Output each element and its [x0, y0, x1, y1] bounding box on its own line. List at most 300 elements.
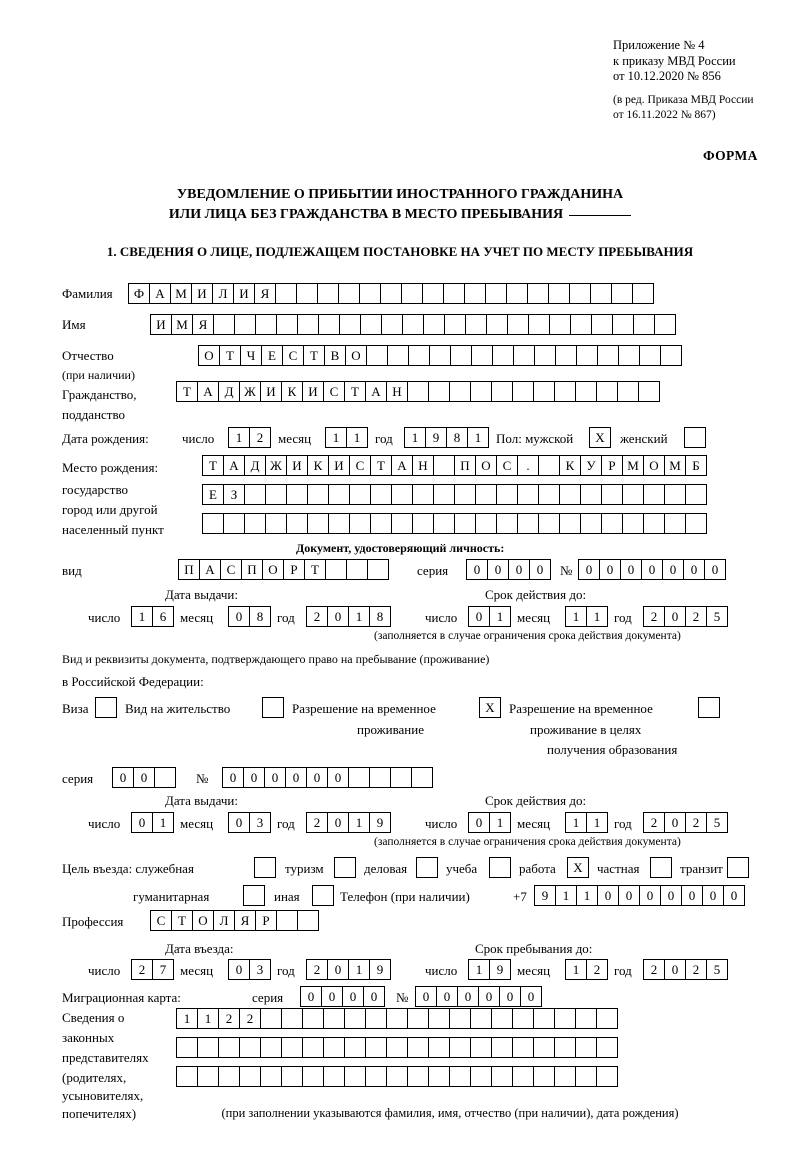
- char-box[interactable]: 2: [643, 812, 665, 833]
- mc-series-boxes[interactable]: [300, 986, 384, 1007]
- char-box[interactable]: [286, 484, 308, 505]
- char-box[interactable]: М: [171, 314, 193, 335]
- char-box[interactable]: 0: [415, 986, 437, 1007]
- char-box[interactable]: А: [149, 283, 171, 304]
- char-box[interactable]: [638, 381, 660, 402]
- char-box[interactable]: 0: [228, 959, 250, 980]
- char-box[interactable]: [596, 1008, 618, 1029]
- char-box[interactable]: [580, 513, 602, 534]
- char-box[interactable]: [422, 283, 444, 304]
- char-box[interactable]: [297, 910, 319, 931]
- char-box[interactable]: [296, 283, 318, 304]
- char-box[interactable]: 2: [643, 606, 665, 627]
- char-box[interactable]: 1: [228, 427, 250, 448]
- char-box[interactable]: [444, 314, 466, 335]
- char-box[interactable]: 2: [218, 1008, 240, 1029]
- char-box[interactable]: Ж: [265, 455, 287, 476]
- char-box[interactable]: 0: [321, 986, 343, 1007]
- char-box[interactable]: [554, 1008, 576, 1029]
- char-box[interactable]: О: [192, 910, 214, 931]
- char-box[interactable]: [591, 314, 613, 335]
- char-box[interactable]: 0: [620, 559, 642, 580]
- char-box[interactable]: 0: [597, 885, 619, 906]
- temp-residence-checkbox[interactable]: X: [479, 697, 501, 718]
- char-box[interactable]: Р: [283, 559, 305, 580]
- char-box[interactable]: [325, 559, 347, 580]
- char-box[interactable]: 0: [306, 767, 328, 788]
- profession-boxes[interactable]: [150, 910, 318, 931]
- char-box[interactable]: 0: [342, 986, 364, 1007]
- char-box[interactable]: [454, 484, 476, 505]
- doc-series-boxes[interactable]: [466, 559, 550, 580]
- char-box[interactable]: [223, 513, 245, 534]
- sex-female-checkbox[interactable]: [684, 427, 706, 448]
- char-box[interactable]: [381, 314, 403, 335]
- permit-valid-day-boxes[interactable]: [468, 812, 510, 833]
- char-box[interactable]: [475, 484, 497, 505]
- char-box[interactable]: Т: [202, 455, 224, 476]
- char-box[interactable]: [370, 484, 392, 505]
- char-box[interactable]: 1: [348, 812, 370, 833]
- char-box[interactable]: [454, 513, 476, 534]
- char-box[interactable]: [548, 283, 570, 304]
- citizenship-boxes[interactable]: [176, 381, 659, 402]
- char-box[interactable]: С: [323, 381, 345, 402]
- char-box[interactable]: 0: [529, 559, 551, 580]
- char-box[interactable]: С: [349, 455, 371, 476]
- char-box[interactable]: 6: [152, 606, 174, 627]
- char-box[interactable]: [575, 1037, 597, 1058]
- char-box[interactable]: [449, 381, 471, 402]
- purpose-transit-checkbox[interactable]: [727, 857, 749, 878]
- char-box[interactable]: 8: [249, 606, 271, 627]
- char-box[interactable]: 0: [723, 885, 745, 906]
- char-box[interactable]: Н: [412, 455, 434, 476]
- char-box[interactable]: 1: [176, 1008, 198, 1029]
- visa-checkbox[interactable]: [95, 697, 117, 718]
- char-box[interactable]: 9: [489, 959, 511, 980]
- char-box[interactable]: [244, 484, 266, 505]
- char-box[interactable]: [255, 314, 277, 335]
- char-box[interactable]: [491, 1037, 513, 1058]
- char-box[interactable]: И: [302, 381, 324, 402]
- char-box[interactable]: 0: [520, 986, 542, 1007]
- char-box[interactable]: [554, 381, 576, 402]
- stay-day-boxes[interactable]: [468, 959, 510, 980]
- char-box[interactable]: 0: [664, 606, 686, 627]
- char-box[interactable]: 5: [706, 606, 728, 627]
- char-box[interactable]: 0: [664, 959, 686, 980]
- char-box[interactable]: 1: [576, 885, 598, 906]
- char-box[interactable]: [391, 513, 413, 534]
- char-box[interactable]: [260, 1066, 282, 1087]
- char-box[interactable]: [622, 513, 644, 534]
- char-box[interactable]: [575, 1008, 597, 1029]
- char-box[interactable]: И: [328, 455, 350, 476]
- char-box[interactable]: [386, 1066, 408, 1087]
- purpose-other-checkbox[interactable]: [312, 885, 334, 906]
- char-box[interactable]: [622, 484, 644, 505]
- char-box[interactable]: 0: [228, 812, 250, 833]
- doc-issue-year-boxes[interactable]: [306, 606, 390, 627]
- char-box[interactable]: [449, 1008, 471, 1029]
- char-box[interactable]: 9: [369, 959, 391, 980]
- birth-place-row-2[interactable]: [202, 484, 706, 505]
- char-box[interactable]: 0: [704, 559, 726, 580]
- char-box[interactable]: [344, 1008, 366, 1029]
- char-box[interactable]: [475, 513, 497, 534]
- char-box[interactable]: А: [223, 455, 245, 476]
- char-box[interactable]: М: [664, 455, 686, 476]
- char-box[interactable]: 0: [112, 767, 134, 788]
- char-box[interactable]: [244, 513, 266, 534]
- char-box[interactable]: 2: [239, 1008, 261, 1029]
- char-box[interactable]: [176, 1066, 198, 1087]
- char-box[interactable]: [443, 283, 465, 304]
- char-box[interactable]: [554, 1066, 576, 1087]
- char-box[interactable]: О: [198, 345, 220, 366]
- char-box[interactable]: 0: [660, 885, 682, 906]
- char-box[interactable]: [611, 283, 633, 304]
- char-box[interactable]: Л: [212, 283, 234, 304]
- char-box[interactable]: [317, 283, 339, 304]
- char-box[interactable]: [470, 1008, 492, 1029]
- char-box[interactable]: 1: [325, 427, 347, 448]
- char-box[interactable]: [664, 484, 686, 505]
- char-box[interactable]: [428, 1008, 450, 1029]
- char-box[interactable]: [366, 345, 388, 366]
- char-box[interactable]: 1: [565, 812, 587, 833]
- char-box[interactable]: 0: [639, 885, 661, 906]
- char-box[interactable]: П: [241, 559, 263, 580]
- char-box[interactable]: Т: [370, 455, 392, 476]
- char-box[interactable]: 0: [599, 559, 621, 580]
- char-box[interactable]: Е: [202, 484, 224, 505]
- char-box[interactable]: [401, 283, 423, 304]
- purpose-private-checkbox[interactable]: [650, 857, 672, 878]
- char-box[interactable]: [528, 314, 550, 335]
- char-box[interactable]: 1: [565, 606, 587, 627]
- char-box[interactable]: [328, 513, 350, 534]
- char-box[interactable]: [367, 559, 389, 580]
- surname-boxes[interactable]: [128, 283, 653, 304]
- name-boxes[interactable]: [150, 314, 675, 335]
- char-box[interactable]: Д: [244, 455, 266, 476]
- char-box[interactable]: [618, 345, 640, 366]
- char-box[interactable]: [685, 484, 707, 505]
- char-box[interactable]: И: [233, 283, 255, 304]
- char-box[interactable]: [412, 513, 434, 534]
- legal-rep-row-3[interactable]: [176, 1066, 617, 1087]
- char-box[interactable]: [154, 767, 176, 788]
- permit-number-boxes[interactable]: [222, 767, 432, 788]
- char-box[interactable]: [197, 1066, 219, 1087]
- char-box[interactable]: [386, 1037, 408, 1058]
- char-box[interactable]: [486, 314, 508, 335]
- char-box[interactable]: К: [559, 455, 581, 476]
- char-box[interactable]: 1: [489, 812, 511, 833]
- char-box[interactable]: О: [475, 455, 497, 476]
- char-box[interactable]: [485, 283, 507, 304]
- char-box[interactable]: С: [150, 910, 172, 931]
- char-box[interactable]: [538, 513, 560, 534]
- char-box[interactable]: [470, 1037, 492, 1058]
- char-box[interactable]: [213, 314, 235, 335]
- char-box[interactable]: О: [262, 559, 284, 580]
- char-box[interactable]: О: [643, 455, 665, 476]
- char-box[interactable]: [302, 1066, 324, 1087]
- char-box[interactable]: 1: [346, 427, 368, 448]
- char-box[interactable]: [559, 513, 581, 534]
- char-box[interactable]: [281, 1066, 303, 1087]
- char-box[interactable]: [390, 767, 412, 788]
- char-box[interactable]: [391, 484, 413, 505]
- char-box[interactable]: 0: [702, 885, 724, 906]
- char-box[interactable]: 2: [306, 606, 328, 627]
- char-box[interactable]: [265, 513, 287, 534]
- char-box[interactable]: [465, 314, 487, 335]
- doc-number-boxes[interactable]: [578, 559, 725, 580]
- char-box[interactable]: [517, 484, 539, 505]
- char-box[interactable]: [428, 1037, 450, 1058]
- char-box[interactable]: [302, 1037, 324, 1058]
- char-box[interactable]: [471, 345, 493, 366]
- char-box[interactable]: [632, 283, 654, 304]
- char-box[interactable]: Р: [601, 455, 623, 476]
- char-box[interactable]: 3: [249, 812, 271, 833]
- char-box[interactable]: [412, 484, 434, 505]
- char-box[interactable]: Я: [254, 283, 276, 304]
- char-box[interactable]: [512, 1008, 534, 1029]
- char-box[interactable]: 0: [222, 767, 244, 788]
- stay-month-boxes[interactable]: [565, 959, 607, 980]
- char-box[interactable]: [370, 513, 392, 534]
- char-box[interactable]: [349, 484, 371, 505]
- char-box[interactable]: [549, 314, 571, 335]
- char-box[interactable]: 2: [306, 959, 328, 980]
- char-box[interactable]: [433, 455, 455, 476]
- char-box[interactable]: 0: [466, 559, 488, 580]
- char-box[interactable]: Е: [261, 345, 283, 366]
- char-box[interactable]: 2: [643, 959, 665, 980]
- purpose-service-checkbox[interactable]: [254, 857, 276, 878]
- char-box[interactable]: [176, 1037, 198, 1058]
- char-box[interactable]: 1: [586, 812, 608, 833]
- char-box[interactable]: З: [223, 484, 245, 505]
- char-box[interactable]: 0: [664, 812, 686, 833]
- char-box[interactable]: [302, 1008, 324, 1029]
- char-box[interactable]: [286, 513, 308, 534]
- char-box[interactable]: [369, 767, 391, 788]
- char-box[interactable]: 9: [369, 812, 391, 833]
- stay-year-boxes[interactable]: [643, 959, 727, 980]
- char-box[interactable]: [601, 484, 623, 505]
- char-box[interactable]: [433, 513, 455, 534]
- char-box[interactable]: [429, 345, 451, 366]
- char-box[interactable]: [534, 345, 556, 366]
- char-box[interactable]: 8: [369, 606, 391, 627]
- char-box[interactable]: 0: [300, 986, 322, 1007]
- char-box[interactable]: 2: [586, 959, 608, 980]
- char-box[interactable]: Ф: [128, 283, 150, 304]
- char-box[interactable]: [580, 484, 602, 505]
- char-box[interactable]: [450, 345, 472, 366]
- char-box[interactable]: 0: [436, 986, 458, 1007]
- char-box[interactable]: 0: [327, 959, 349, 980]
- char-box[interactable]: [318, 314, 340, 335]
- birth-year-boxes[interactable]: [404, 427, 488, 448]
- char-box[interactable]: [328, 484, 350, 505]
- char-box[interactable]: [492, 345, 514, 366]
- char-box[interactable]: [569, 283, 591, 304]
- char-box[interactable]: [407, 1008, 429, 1029]
- char-box[interactable]: 0: [508, 559, 530, 580]
- char-box[interactable]: Ч: [240, 345, 262, 366]
- char-box[interactable]: [323, 1066, 345, 1087]
- char-box[interactable]: С: [496, 455, 518, 476]
- char-box[interactable]: [276, 910, 298, 931]
- char-box[interactable]: 0: [468, 606, 490, 627]
- purpose-business-checkbox[interactable]: [416, 857, 438, 878]
- char-box[interactable]: И: [150, 314, 172, 335]
- char-box[interactable]: 7: [152, 959, 174, 980]
- char-box[interactable]: [491, 381, 513, 402]
- permit-valid-month-boxes[interactable]: [565, 812, 607, 833]
- char-box[interactable]: [433, 484, 455, 505]
- char-box[interactable]: [576, 345, 598, 366]
- char-box[interactable]: [496, 513, 518, 534]
- char-box[interactable]: [538, 455, 560, 476]
- char-box[interactable]: [596, 1037, 618, 1058]
- char-box[interactable]: [344, 1037, 366, 1058]
- char-box[interactable]: [344, 1066, 366, 1087]
- char-box[interactable]: 0: [264, 767, 286, 788]
- char-box[interactable]: [643, 484, 665, 505]
- char-box[interactable]: [423, 314, 445, 335]
- char-box[interactable]: [407, 1037, 429, 1058]
- char-box[interactable]: [507, 314, 529, 335]
- char-box[interactable]: Д: [218, 381, 240, 402]
- char-box[interactable]: [323, 1037, 345, 1058]
- char-box[interactable]: 0: [243, 767, 265, 788]
- char-box[interactable]: 0: [499, 986, 521, 1007]
- doc-kind-boxes[interactable]: [178, 559, 388, 580]
- char-box[interactable]: 8: [446, 427, 468, 448]
- char-box[interactable]: Н: [386, 381, 408, 402]
- char-box[interactable]: [307, 484, 329, 505]
- char-box[interactable]: 1: [468, 959, 490, 980]
- char-box[interactable]: Б: [685, 455, 707, 476]
- char-box[interactable]: 0: [683, 559, 705, 580]
- char-box[interactable]: [407, 381, 429, 402]
- char-box[interactable]: Л: [213, 910, 235, 931]
- char-box[interactable]: 2: [249, 427, 271, 448]
- char-box[interactable]: Т: [344, 381, 366, 402]
- sex-male-checkbox[interactable]: X: [589, 427, 611, 448]
- permit-series-boxes[interactable]: [112, 767, 175, 788]
- char-box[interactable]: 5: [706, 812, 728, 833]
- char-box[interactable]: 0: [457, 986, 479, 1007]
- char-box[interactable]: [601, 513, 623, 534]
- char-box[interactable]: [597, 345, 619, 366]
- char-box[interactable]: С: [220, 559, 242, 580]
- entry-day-boxes[interactable]: [131, 959, 173, 980]
- char-box[interactable]: [639, 345, 661, 366]
- char-box[interactable]: 0: [228, 606, 250, 627]
- char-box[interactable]: Т: [219, 345, 241, 366]
- char-box[interactable]: [402, 314, 424, 335]
- char-box[interactable]: [654, 314, 676, 335]
- permit-issue-month-boxes[interactable]: [228, 812, 270, 833]
- char-box[interactable]: Т: [171, 910, 193, 931]
- doc-issue-month-boxes[interactable]: [228, 606, 270, 627]
- char-box[interactable]: [275, 283, 297, 304]
- char-box[interactable]: [555, 345, 577, 366]
- char-box[interactable]: [570, 314, 592, 335]
- char-box[interactable]: [633, 314, 655, 335]
- char-box[interactable]: Я: [234, 910, 256, 931]
- char-box[interactable]: 0: [285, 767, 307, 788]
- purpose-study-checkbox[interactable]: [489, 857, 511, 878]
- char-box[interactable]: [349, 513, 371, 534]
- char-box[interactable]: [596, 381, 618, 402]
- char-box[interactable]: 0: [327, 606, 349, 627]
- char-box[interactable]: [506, 283, 528, 304]
- char-box[interactable]: [407, 1066, 429, 1087]
- char-box[interactable]: [411, 767, 433, 788]
- char-box[interactable]: Р: [255, 910, 277, 931]
- char-box[interactable]: [387, 345, 409, 366]
- char-box[interactable]: [202, 513, 224, 534]
- doc-valid-day-boxes[interactable]: [468, 606, 510, 627]
- mc-number-boxes[interactable]: [415, 986, 541, 1007]
- char-box[interactable]: .: [517, 455, 539, 476]
- char-box[interactable]: [260, 1037, 282, 1058]
- residence-permit-checkbox[interactable]: [262, 697, 284, 718]
- char-box[interactable]: 0: [681, 885, 703, 906]
- char-box[interactable]: [307, 513, 329, 534]
- char-box[interactable]: И: [260, 381, 282, 402]
- char-box[interactable]: [365, 1008, 387, 1029]
- edu-residence-checkbox[interactable]: [698, 697, 720, 718]
- char-box[interactable]: 1: [586, 606, 608, 627]
- char-box[interactable]: 1: [131, 606, 153, 627]
- char-box[interactable]: [339, 314, 361, 335]
- char-box[interactable]: [428, 381, 450, 402]
- char-box[interactable]: Я: [192, 314, 214, 335]
- char-box[interactable]: [590, 283, 612, 304]
- char-box[interactable]: 0: [487, 559, 509, 580]
- char-box[interactable]: [323, 1008, 345, 1029]
- permit-issue-year-boxes[interactable]: [306, 812, 390, 833]
- char-box[interactable]: [260, 1008, 282, 1029]
- char-box[interactable]: [527, 283, 549, 304]
- char-box[interactable]: [464, 283, 486, 304]
- char-box[interactable]: [512, 1037, 534, 1058]
- char-box[interactable]: [538, 484, 560, 505]
- char-box[interactable]: 0: [618, 885, 640, 906]
- char-box[interactable]: [559, 484, 581, 505]
- char-box[interactable]: 1: [404, 427, 426, 448]
- char-box[interactable]: 0: [133, 767, 155, 788]
- char-box[interactable]: 1: [197, 1008, 219, 1029]
- char-box[interactable]: [491, 1066, 513, 1087]
- char-box[interactable]: [512, 381, 534, 402]
- phone-boxes[interactable]: [534, 885, 744, 906]
- char-box[interactable]: [365, 1066, 387, 1087]
- purpose-tourism-checkbox[interactable]: [334, 857, 356, 878]
- char-box[interactable]: 2: [685, 812, 707, 833]
